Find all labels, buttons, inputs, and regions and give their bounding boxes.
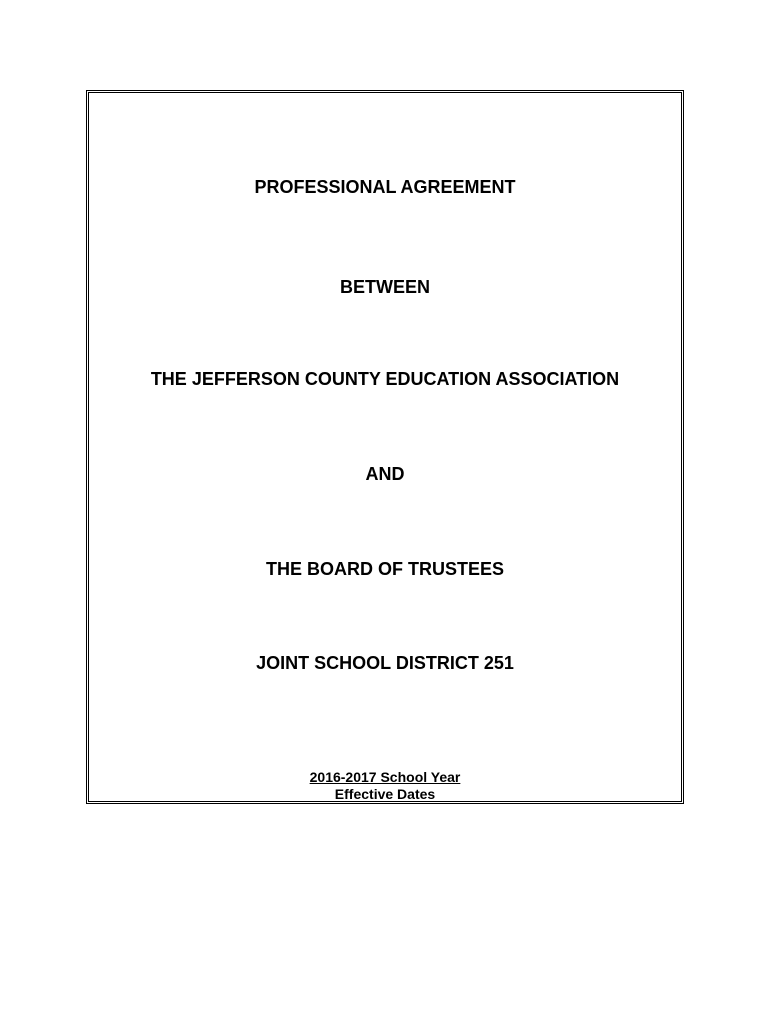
between-label: BETWEEN (340, 277, 430, 297)
and-label: AND (365, 464, 405, 484)
district-name: JOINT SCHOOL DISTRICT 251 (256, 653, 514, 673)
party-two-name: THE BOARD OF TRUSTEES (265, 559, 504, 579)
party-one-name: THE JEFFERSON COUNTY EDUCATION ASSOCIATION (150, 369, 620, 389)
agreement-title: PROFESSIONAL AGREEMENT (254, 177, 516, 197)
school-year-line (0, 769, 770, 786)
school-year-text: 2016-2017 School Year (309, 769, 461, 785)
effective-dates-text: Effective Dates (334, 786, 436, 802)
